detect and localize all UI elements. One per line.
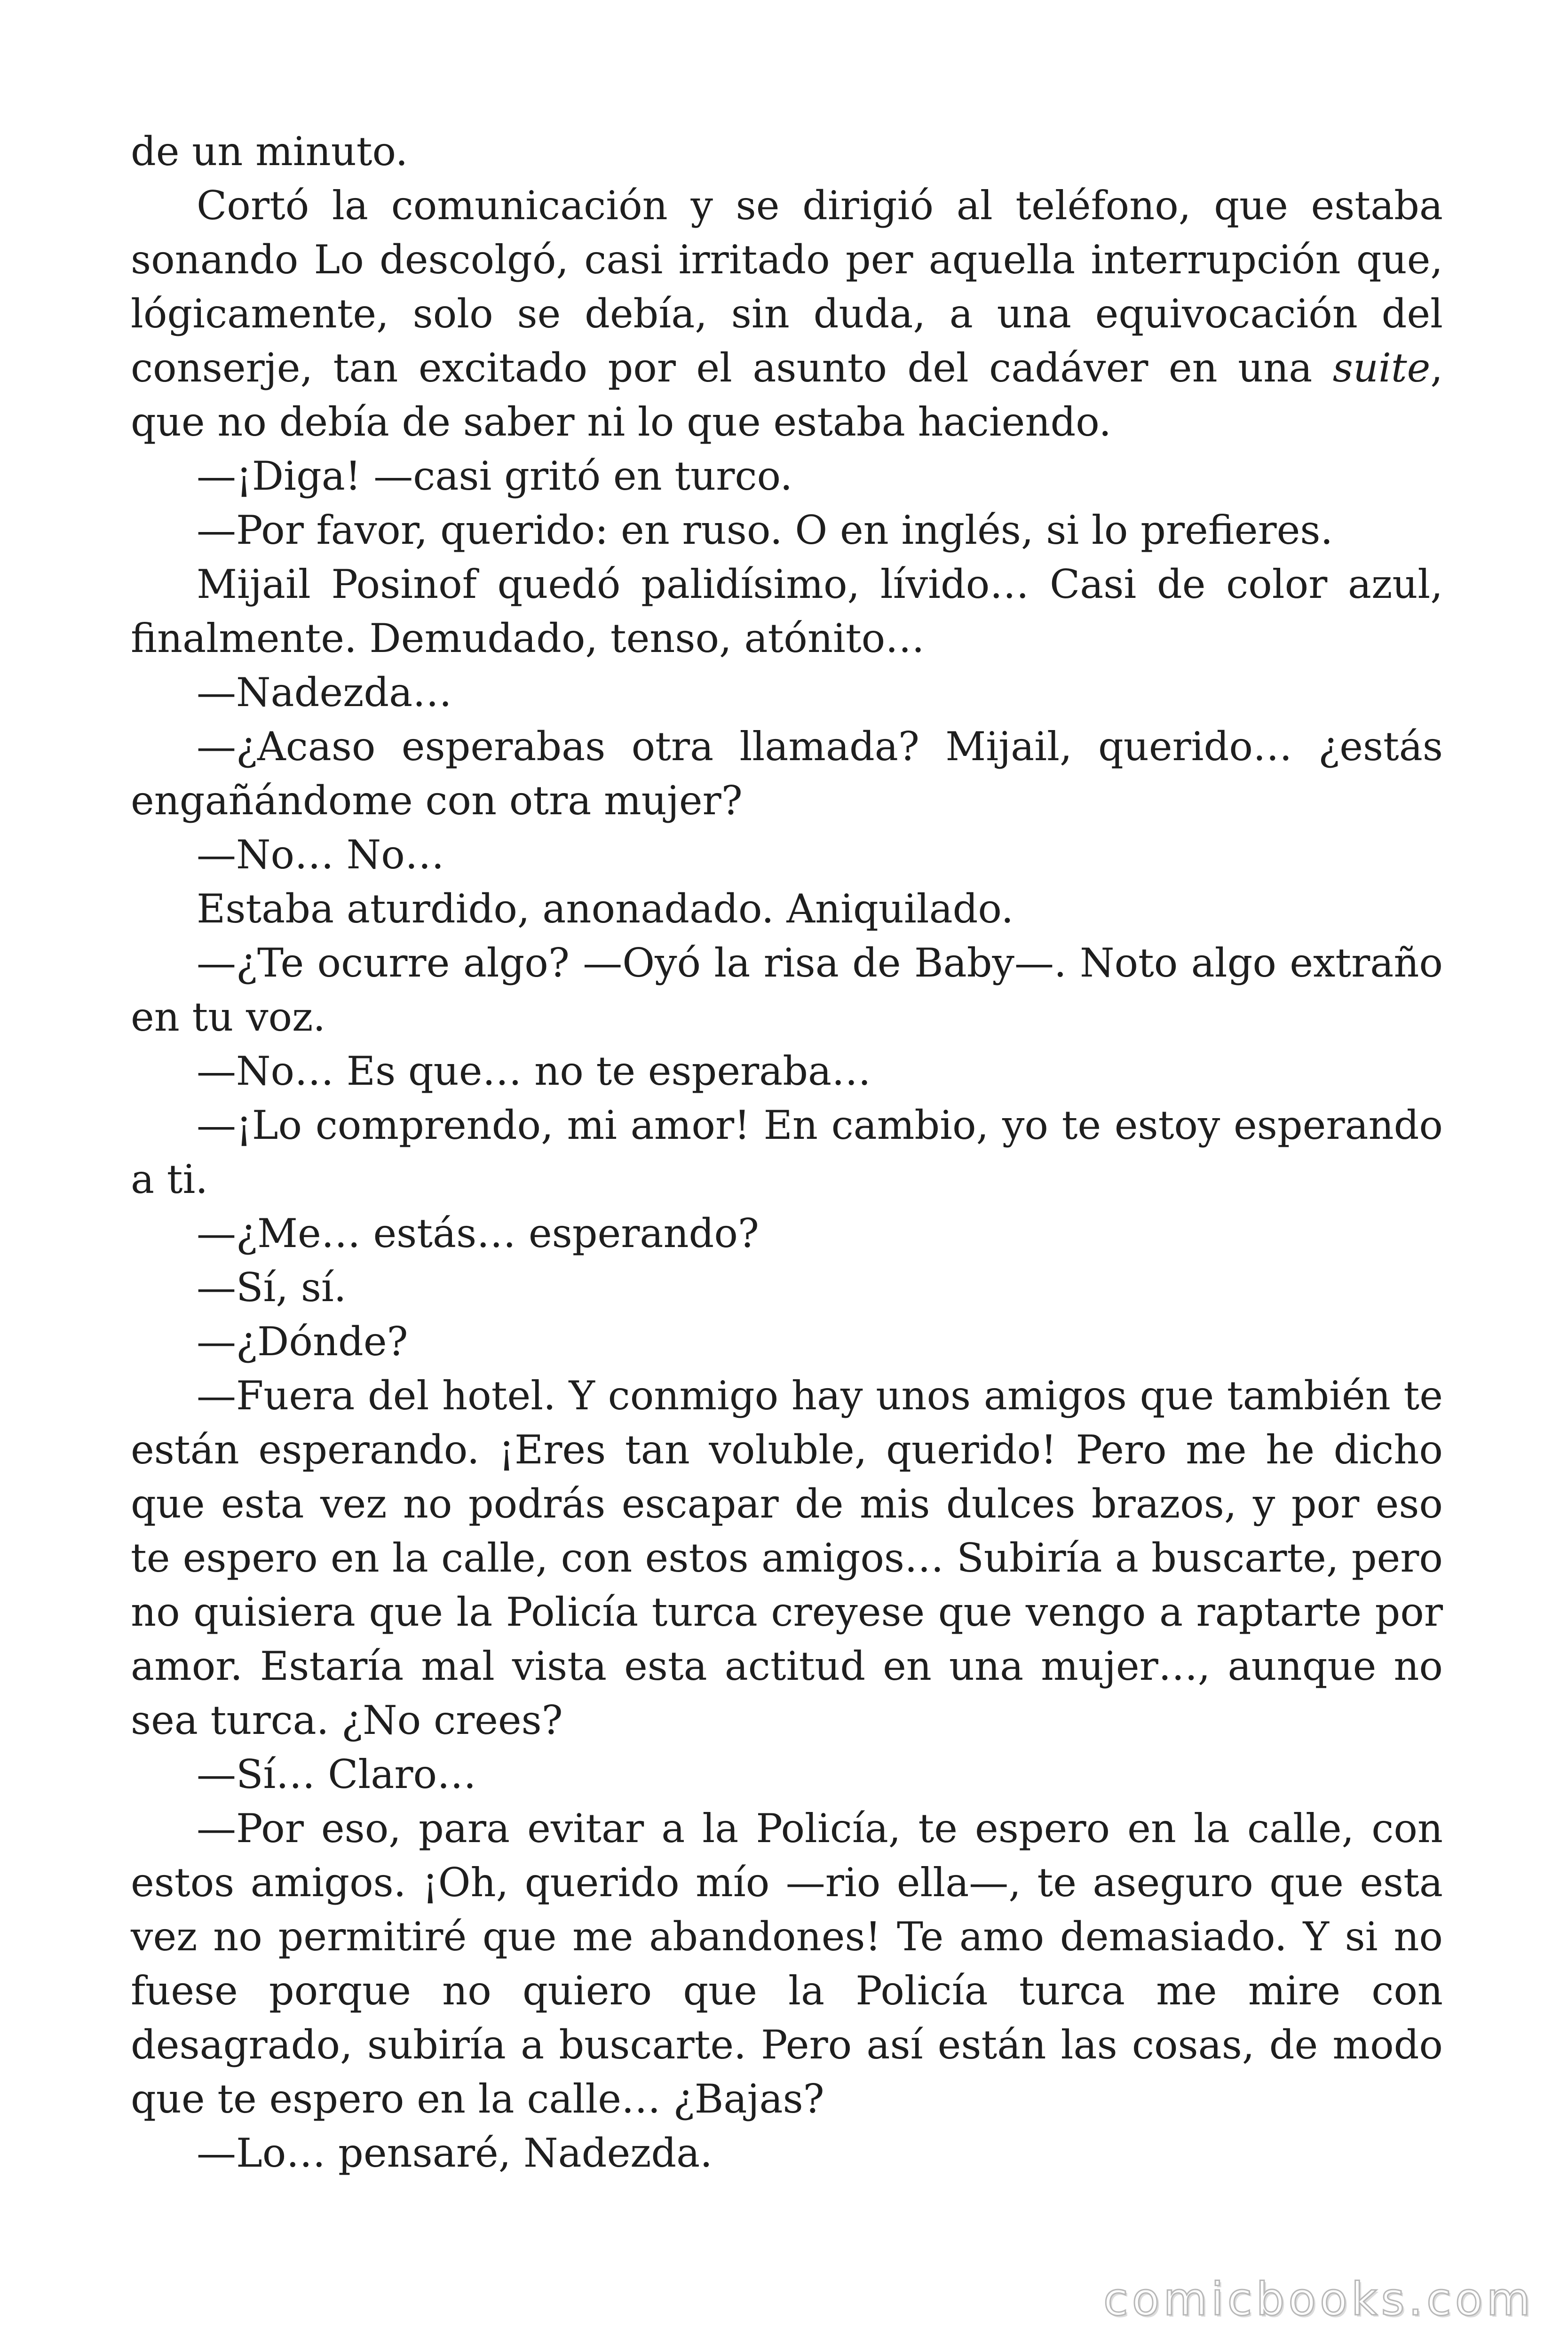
paragraph: —¡Diga! —casi gritó en turco. — [197, 453, 793, 499]
paragraph: —Fuera del hotel. Y conmigo hay unos amigos que también te están esperando. ¡Eres tan voluble, querido! Pero me he dicho que esta vez no podrás escapar de mis dulces brazos, y por eso te espero en la calle, con estos amigos… Subiría a buscarte, pero no quisiera que la Policía turca creyese que vengo a raptarte por amor. Estaría mal vista esta actitud en una mujer…, aunque no sea turca. ¿No crees? — [131, 1373, 1443, 1743]
paragraph: —¡Lo comprendo, mi amor! En cambio, yo te estoy esperando a ti. — [131, 1102, 1443, 1202]
paragraph: —Por eso, para evitar a la Policía, te espero en la calle, con estos amigos. ¡Oh, querido mío —rio ella—, te aseguro que esta vez no permitiré que me abandones! Te amo demasiado. Y si no fuese porque no quiero que la Policía turca me mire con desagrado, subiría a buscarte. Pero así están las cosas, de modo que te espero en la calle… ¿Bajas? — [131, 1805, 1443, 2122]
paragraph — [131, 179, 1443, 449]
paragraph: —No… Es que… no te esperaba… — [197, 1048, 871, 1094]
italic-word: suite — [1332, 345, 1431, 391]
paragraph-text: Cortó la comunicación y se dirigió al teléfono, que estaba sonando Lo descolgó, casi irritado per aquella interrupción que, lógicamente, solo se debía, sin duda, a una equivocación del conserje, tan excitado por el asunto del cadáver en una — [131, 183, 1443, 391]
paragraph: —Lo… pensaré, Nadezda. — [197, 2130, 713, 2176]
paragraph: —Por favor, querido: en ruso. O en inglés, si lo prefieres. — [197, 507, 1333, 553]
paragraph: de un minuto. — [131, 128, 408, 175]
paragraph: —¿Acaso esperabas otra llamada? Mijail, querido… ¿estás engañándome con otra mujer? — [131, 723, 1443, 824]
book-page-text — [131, 125, 1443, 2180]
paragraph: —¿Me… estás… esperando? — [197, 1210, 759, 1256]
paragraph: —Nadezda… — [197, 669, 452, 715]
paragraph: —Sí… Claro… — [197, 1751, 477, 1797]
paragraph: —¿Dónde? — [197, 1319, 408, 1365]
paragraph: —No… No… — [197, 832, 444, 878]
paragraph: —¿Te ocurre algo? —Oyó la risa de Baby—. Noto algo extraño en tu voz. — [131, 940, 1443, 1040]
paragraph-text: , que no debía de saber ni lo que estaba haciendo. — [131, 345, 1443, 445]
paragraph: —Sí, sí. — [197, 1264, 347, 1311]
paragraph: Mijail Posinof quedó palidísimo, lívido… Casi de color azul, finalmente. Demudado, tenso, atónito… — [131, 561, 1443, 661]
watermark-logo: comicbooks.com — [1103, 2273, 1534, 2326]
paragraph: Estaba aturdido, anonadado. Aniquilado. — [197, 886, 1014, 932]
